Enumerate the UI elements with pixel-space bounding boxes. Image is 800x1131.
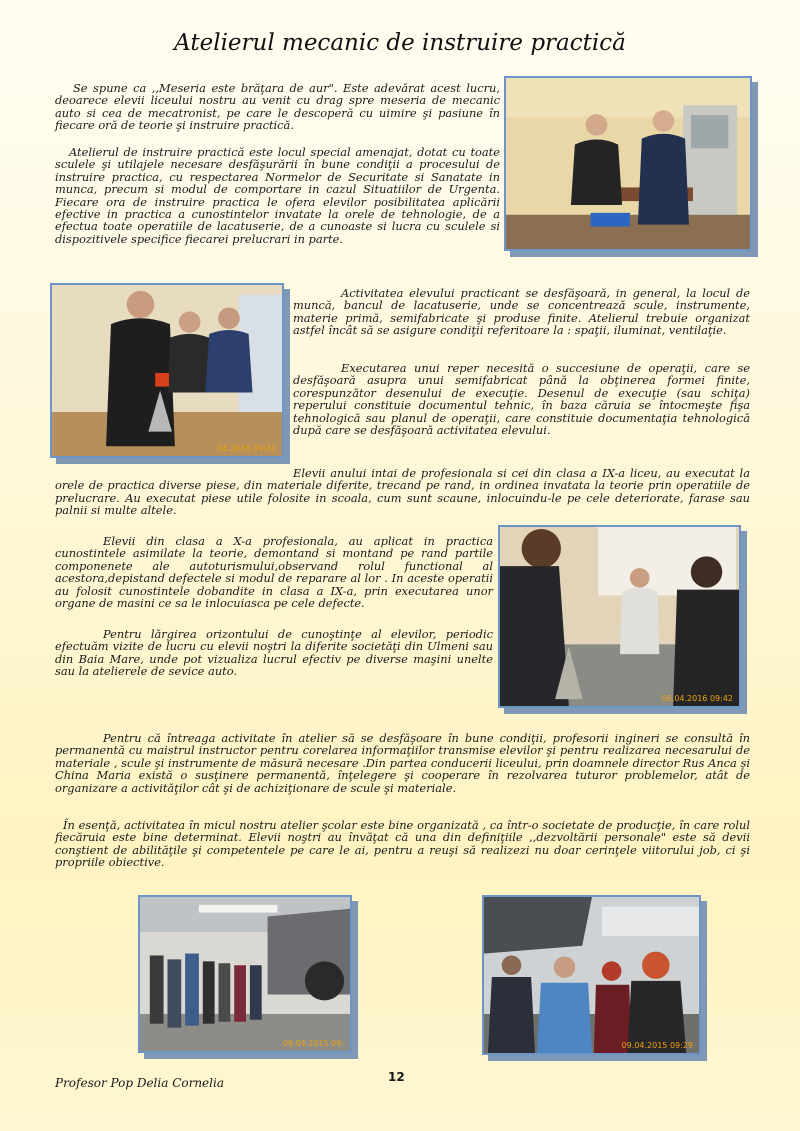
photo-group-visit-service bbox=[138, 895, 352, 1053]
photo-instructor-students bbox=[50, 283, 284, 458]
tenth-grade-paragraph: Elevii din clasa a X-a profesionala, au aplicat in practica cunostintele asimilate la teorie, demontand si montand pe rand partile componenete ale autoturismului,observand rolul functional al acestora,depistand defectele si modul de reparare al lor . In aceste operatii au folosit cunostintele dobandite in clasa a IX-a, prin executarea unor organe de masini ce sa le inlocuiasca pe cele defecte. bbox=[55, 534, 493, 611]
visits-paragraph: Pentru lărgirea orizontului de cunoştinţe al elevilor, periodic efectuăm vizite de lucru cu elevii noştri la diferite societăţi din Ulmeni sau din Baia Mare, unde pot vizualiza lucrul efectiv pe diverse maşini unelte sau la atelierele de sevice auto. bbox=[55, 627, 493, 679]
page-number: 12 bbox=[388, 1070, 405, 1084]
photo-students-under-car bbox=[482, 895, 701, 1055]
conclusion-paragraph: În esenţă, activitatea în micul nostru atelier şcolar este bine organizată , ca într-o societate de producţie, în care rolul fiecăruia este bine determinat. Elevii noştri au învăţat că una din definiţiile ,,dezvoltării personale" este să devii conştient de abilităţile şi competentele pe care le ai, pentru a reuşi să realizezi nu doar cerinţele viitorului job, ci şi propriile obiective. bbox=[55, 818, 750, 870]
photo-date-stamp: 09.04.2015 09:29 bbox=[621, 1041, 693, 1050]
page-title: Atelierul mecanic de instruire practică bbox=[174, 30, 626, 56]
photo-date-stamp: 09.04.2015 09: bbox=[282, 1039, 344, 1048]
execution-paragraph: Executarea unui reper necesită o succesiune de operaţii, care se desfăşoară asupra unui semifabricat până la obţinerea formei finite, corespunzător desenului de execuţie. Desenul de execuţie (sau schiţa) reperului constituie documentul tehnic, în baza căruia se întocmeşte fişa tehnologică sau planul de operaţii, care constituie documentaţia tehnologică după care se desfăşoară activitatea elevului. bbox=[293, 361, 750, 438]
photo-date-stamp: 06.04.2016 09:42 bbox=[661, 694, 733, 703]
first-year-paragraph: Elevii anului intai de profesionala si cei din clasa a IX-a liceu, au executat la orele de practica diverse piese, din materiale diferite, trecand pe rand, in ordinea invatata la teorie prin operatiile de prelucrare. Au executat piese utile folosite in scoala, cum sunt scaune, inlocuindu-le pe cele deteriorate, farase sau palnii si multe altele. bbox=[55, 466, 750, 518]
cooperation-paragraph: Pentru că întreaga activitate în atelier să se desfăşoare în bune condiţii, profesorii ingineri se consultă în permanentă cu maistrul instructor pentru corelarea informaţiilor transmise elevilor şi pentru realizarea necesarului de materiale , scule şi instrumente de măsură necesare .Din partea conducerii liceului, prin doamnele director Rus Anca şi China Maria există o susţinere permanentă, înţelegere şi cooperare în rezolvarea tuturor problemelor, atât de organizare a activităţilor cât şi de achiziţionare de scule şi materiale. bbox=[55, 731, 750, 795]
intro-paragraph: Se spune ca ,,Meseria este brăţara de aur". Este adevărat acest lucru, deoarece elevii liceului nostru au venit cu drag spre meseria de mecanic auto si cea de mecatronist, pe care le descoperă cu uimire şi pasiune în fiecare oră de teorie şi instruire practică. bbox=[55, 81, 500, 133]
photo-date-stamp: 04.2016 09:42 bbox=[217, 444, 276, 453]
footer-author: Profesor Pop Delia Cornelia bbox=[55, 1076, 224, 1090]
activity-paragraph: Activitatea elevului practicant se desfăşoară, in general, la locul de muncă, bancul de lacatuserie, unde se concentrează scule, instrumente, materie primă, semifabricate şi produse finite. Atelierul trebuie organizat astfel încât să se asigure condiţii referitoare la : spaţii, iluminat, ventilaţie. bbox=[293, 286, 750, 338]
atelier-paragraph: Atelierul de instruire practică este locul special amenajat, dotat cu toate sculele şi utilajele necesare desfăşurării în bune condiţii a procesului de instruire practica, cu respectarea Normelor de Securitate si Sanatate in munca, precum si modul de comportare in cazul Situatiilor de Urgenta. Fiecare ora de instruire practica le ofera elevilor posibilitatea aplicării efective in practica a cunostintelor invatate la orele de tehnologie, de a efectua toate operatiile de lacatuserie, de a cunoaste si lucra cu sculele si dispozitivele specifice fiecarei prelucrari in parte. bbox=[55, 145, 500, 246]
photo-students-engine-parts bbox=[498, 525, 741, 708]
photo-students-workbench bbox=[504, 76, 752, 251]
